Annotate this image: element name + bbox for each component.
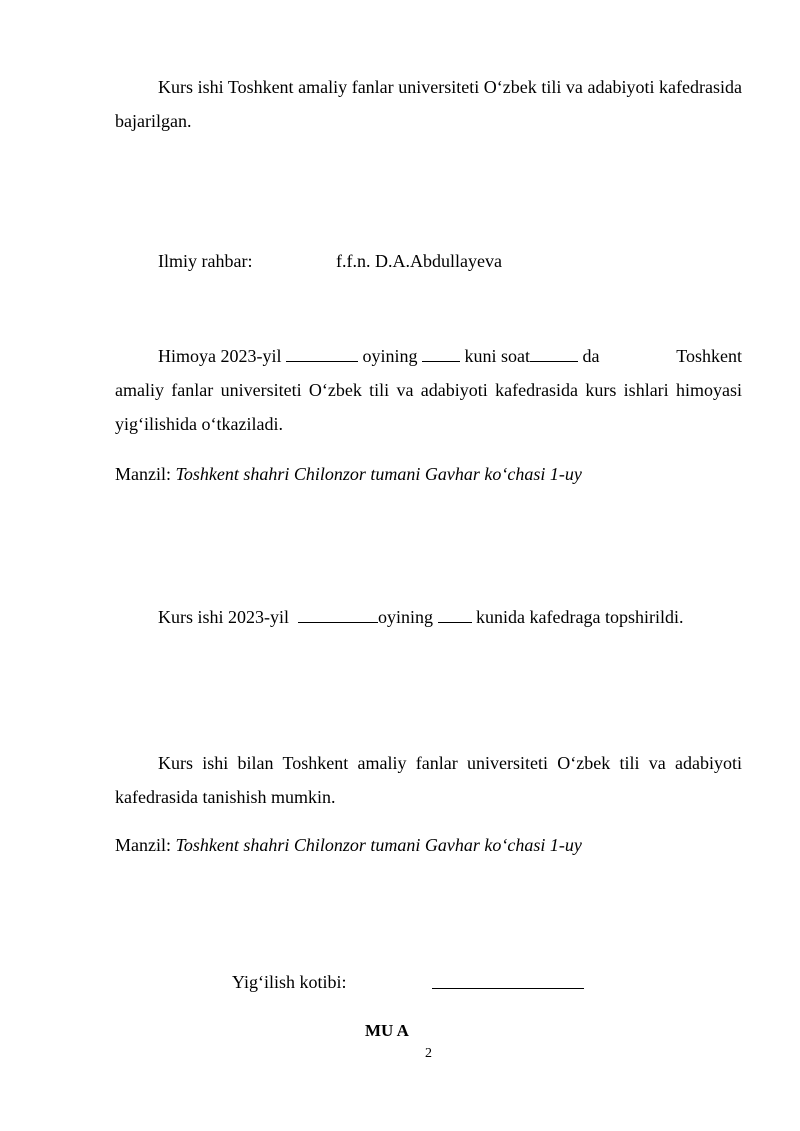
address-value: Toshkent shahri Chilonzor tumani Gavhar ko‘chasi 1-uy xyxy=(175,464,582,484)
submitted-day-text: kunida kafedraga topshirildi. xyxy=(476,607,684,627)
defense-city-text: Toshkent xyxy=(676,346,742,366)
page-number: 2 xyxy=(425,1046,432,1061)
month-blank xyxy=(286,345,358,362)
submitted-month-blank xyxy=(298,606,378,623)
secretary-signature-blank xyxy=(432,988,584,989)
supervisor-name: f.f.n. D.A.Abdullayeva xyxy=(336,251,502,271)
address-value: Toshkent shahri Chilonzor tumani Gavhar ko‘chasi 1-uy xyxy=(175,835,582,855)
address-label: Manzil: xyxy=(115,835,171,855)
intro-paragraph: Kurs ishi Toshkent amaliy fanlar universiteti O‘zbek tili va adabiyoti kafedrasida bajarilgan. xyxy=(115,77,742,131)
defense-month-text: oyining xyxy=(362,346,418,366)
defense-rest-text: amaliy fanlar universiteti O‘zbek tili va adabiyoti kafedrasida kurs ishlari himoyasi yig‘ilishida o‘tkaziladi. xyxy=(115,380,742,434)
defense-paragraph xyxy=(115,339,742,441)
defense-first-line xyxy=(115,339,742,373)
supervisor-label: Ilmiy rahbar: xyxy=(158,251,253,271)
submitted-month-text: oyining xyxy=(378,607,434,627)
submitted-year-text: Kurs ishi 2023-yil xyxy=(158,607,290,627)
submitted-line xyxy=(158,600,683,634)
address-line-1 xyxy=(115,457,582,491)
address-label: Manzil: xyxy=(115,464,171,484)
time-blank xyxy=(530,345,578,362)
defense-year-text: Himoya 2023-yil xyxy=(158,346,282,366)
heading-fragment: MU A xyxy=(365,1021,409,1040)
defense-day-text: kuni soat xyxy=(464,346,531,366)
submitted-day-blank xyxy=(438,606,472,623)
defense-time-text: da xyxy=(582,346,600,366)
address-line-2 xyxy=(115,828,582,862)
day-blank xyxy=(422,345,460,362)
familiar-paragraph: Kurs ishi bilan Toshkent amaliy fanlar universiteti O‘zbek tili va adabiyoti kafedrasida tanishish mumkin. xyxy=(115,753,742,807)
secretary-label: Yig‘ilish kotibi: xyxy=(232,972,347,992)
